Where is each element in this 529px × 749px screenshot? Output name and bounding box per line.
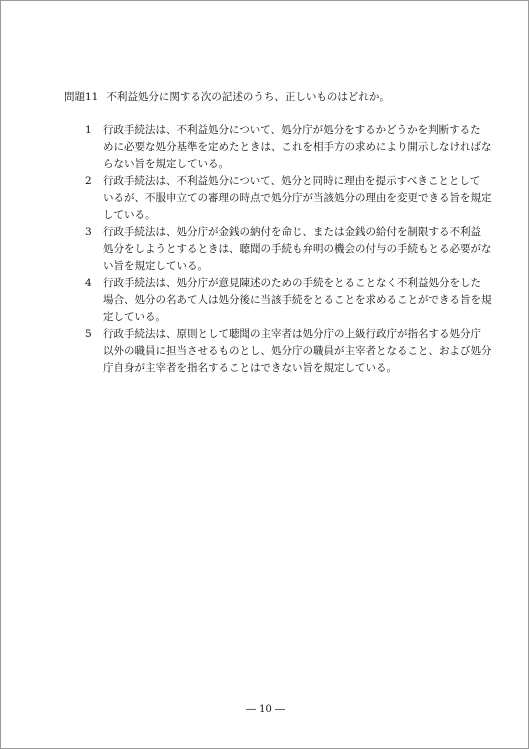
page-number: ― 10 ― <box>245 704 286 715</box>
choice-text <box>103 275 492 326</box>
choice-line: めに必要な処分基準を定めたときは、これを相手方の求めにより開示しなければな <box>103 141 492 153</box>
choice-number: 5 <box>85 328 92 340</box>
choice-item-3 <box>85 224 492 275</box>
choice-line: 定している。 <box>103 311 166 323</box>
choice-text <box>103 173 492 224</box>
choice-number: 2 <box>85 175 92 187</box>
choice-number: 1 <box>85 124 92 136</box>
choice-line: 処分をしようとするときは、聴聞の手続も弁明の機会の付与の手続もとる必要がな <box>103 243 492 255</box>
choice-line: らない旨を規定している。 <box>103 158 229 170</box>
choice-text <box>103 326 492 377</box>
question-text: 不利益処分に関する次の記述のうち、正しいものはどれか。 <box>106 91 390 103</box>
choice-line: 行政手続法は、処分庁が金銭の納付を命じ、または金銭の給付を制限する不利益 <box>103 226 481 238</box>
choice-item-4 <box>85 275 492 326</box>
choice-number: 4 <box>85 277 92 289</box>
choice-line: 以外の職員に担当させるものとし、処分庁の職員が主宰者となること、および処分 <box>103 345 492 357</box>
question-heading <box>64 89 484 105</box>
choice-line: 行政手続法は、原則として聴聞の主宰者は処分庁の上級行政庁が指名する処分庁 <box>103 328 481 340</box>
choice-line: い旨を規定している。 <box>103 260 208 272</box>
choice-item-5 <box>85 326 492 377</box>
choice-line: している。 <box>103 209 156 221</box>
choice-list <box>85 122 492 377</box>
choice-line: 行政手続法は、処分庁が意見陳述のための手続をとることなく不利益処分をした <box>103 277 481 289</box>
choice-line: いるが、不服申立ての審理の時点で処分庁が当該処分の理由を変更できる旨を規定 <box>103 192 492 204</box>
choice-item-2 <box>85 173 492 224</box>
choice-line: 場合、処分の名あて人は処分後に当該手続をとることを求めることができる旨を規 <box>103 294 492 306</box>
question-number: 問題11 <box>64 91 99 103</box>
choice-line: 行政手続法は、不利益処分について、処分と同時に理由を提示すべきこととして <box>103 175 481 187</box>
choice-number: 3 <box>85 226 92 238</box>
choice-item-1 <box>85 122 492 173</box>
choice-text <box>103 122 492 173</box>
choice-line: 庁自身が主宰者を指名することはできない旨を規定している。 <box>103 362 397 374</box>
choice-text <box>103 224 492 275</box>
choice-line: 行政手続法は、不利益処分について、処分庁が処分をするかどうかを判断するた <box>103 124 481 136</box>
